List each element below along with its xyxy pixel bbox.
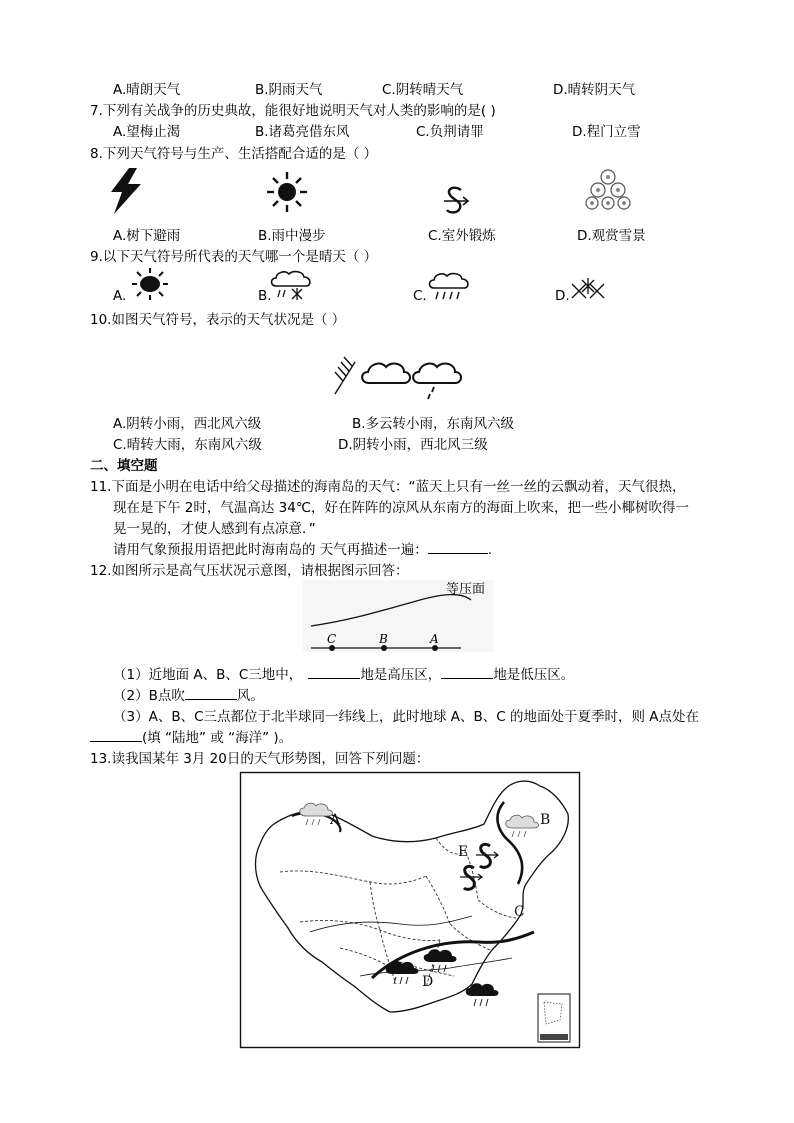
q12-land-sea-blank[interactable] — [90, 729, 142, 742]
q11-answer-blank[interactable] — [428, 541, 488, 554]
q8-option-b[interactable]: B.雨中漫步 — [258, 228, 326, 244]
map-label-a: A — [330, 812, 341, 828]
snowflake-icon — [586, 168, 630, 212]
q6-option-c[interactable]: C.阴转晴天气 — [382, 82, 464, 98]
q7-option-b[interactable]: B.诸葛亮借东风 — [255, 124, 350, 140]
snow-icon — [570, 278, 606, 302]
q12-sub-3-cont — [90, 726, 292, 746]
q12-sub-2-text-a: （2）B点吹 — [113, 688, 185, 704]
point-c-label: C — [327, 632, 337, 646]
q13-stem: 13.读我国某年 3月 20日的天气形势图，回答下列问题： — [90, 751, 430, 767]
sunny-icon — [132, 268, 168, 300]
sandstorm-icon — [442, 186, 468, 216]
q12-sub-3-text-b: (填 “陆地” 或 “海洋” )。 — [142, 730, 293, 746]
q10-option-c[interactable]: C.晴转大雨，东南风六级 — [113, 437, 262, 453]
q11-line-1: 11.下面是小明在电话中给父母描述的海南岛的天气：“蓝天上只有一丝一丝的云飘动着，天气很热， — [90, 479, 686, 495]
map-label-d: D — [422, 974, 434, 990]
q12-wind-blank[interactable] — [185, 687, 237, 700]
q7-option-d[interactable]: D.程门立雪 — [572, 124, 641, 140]
rain-icon — [428, 272, 472, 300]
q11-line-4 — [113, 538, 492, 558]
sleet-icon — [270, 270, 314, 300]
isobar-label: 等压面 — [446, 582, 486, 597]
q12-high-pressure-blank[interactable] — [308, 666, 360, 679]
q7-option-a[interactable]: A.望梅止渴 — [113, 124, 181, 140]
sun-icon — [267, 172, 307, 212]
q12-sub-2-text-b: 风。 — [236, 688, 264, 704]
section-title: 二、填空题 — [90, 458, 158, 474]
q11-line-2: 现在是下午 2时，气温高达 34℃，好在阵阵的凉风从东南方的海面上吹来，把一些小椰树吹得一 — [113, 500, 690, 516]
q9-option-a[interactable]: A. — [113, 288, 127, 304]
point-a-label: A — [430, 632, 439, 646]
q11-line-3: 晃一晃的，才使人感到有点凉意．” — [113, 521, 316, 537]
q12-stem: 12.如图所示是高气压状况示意图，请根据图示回答： — [90, 563, 409, 579]
q12-sub-1-text-a: （1）近地面 A、B、C三地中， — [113, 667, 303, 683]
q12-sub-1-text-b: 地是高压区， — [360, 667, 442, 683]
map-label-b: B — [540, 812, 551, 828]
lightning-icon — [105, 168, 145, 214]
q12-sub-2 — [113, 684, 264, 704]
cloudy-icon — [362, 364, 410, 383]
rain-cloud-icon — [413, 364, 461, 383]
q12-low-pressure-blank[interactable] — [441, 666, 493, 679]
q9-option-c[interactable]: C. — [413, 288, 427, 304]
q8-option-d[interactable]: D.观赏雪景 — [577, 228, 646, 244]
q11-prompt: 请用气象预报用语把此时海南岛的 天气再描述一遍： — [113, 542, 428, 558]
q12-sub-1 — [113, 663, 574, 683]
wind-barb-icon — [335, 357, 355, 394]
q10-stem: 10.如图天气符号，表示的天气状况是（ ） — [90, 312, 346, 328]
q9-option-b[interactable]: B. — [258, 288, 272, 304]
q8-option-c[interactable]: C.室外锻炼 — [428, 228, 496, 244]
q6-option-b[interactable]: B.阴雨天气 — [255, 82, 323, 98]
q8-option-a[interactable]: A.树下避雨 — [113, 228, 181, 244]
q11-period: . — [487, 542, 493, 558]
q12-sub-3: （3）A、B、C三点都位于北半球同一纬线上，此时地球 A、B、C 的地面处于夏季时，则 A点处在 — [113, 709, 700, 725]
q10-option-a[interactable]: A.阴转小雨，西北风六级 — [113, 416, 262, 432]
q12-sub-1-text-c: 地是低压区。 — [493, 667, 575, 683]
q6-option-a[interactable]: A.晴朗天气 — [113, 82, 181, 98]
isobar-diagram — [303, 580, 493, 652]
q10-option-b[interactable]: B.多云转小雨，东南风六级 — [352, 416, 515, 432]
q9-option-d[interactable]: D. — [555, 288, 570, 304]
q7-stem: 7.下列有关战争的历史典故，能很好地说明天气对人类的影响的是( ) — [90, 103, 496, 119]
map-label-e: E — [458, 844, 469, 860]
q6-option-d[interactable]: D.晴转阴天气 — [553, 82, 636, 98]
weather-map — [240, 772, 580, 1048]
map-label-c: C — [514, 904, 525, 920]
point-b-label: B — [379, 632, 388, 646]
q9-stem: 9.以下天气符号所代表的天气哪一个是晴天（ ） — [90, 249, 378, 265]
q7-option-c[interactable]: C.负荆请罪 — [416, 124, 484, 140]
weather-symbols-figure — [333, 352, 468, 402]
q10-option-d[interactable]: D.阴转小雨，西北风三级 — [338, 437, 488, 453]
q8-stem: 8.下列天气符号与生产、生活搭配合适的是（ ） — [90, 146, 378, 162]
